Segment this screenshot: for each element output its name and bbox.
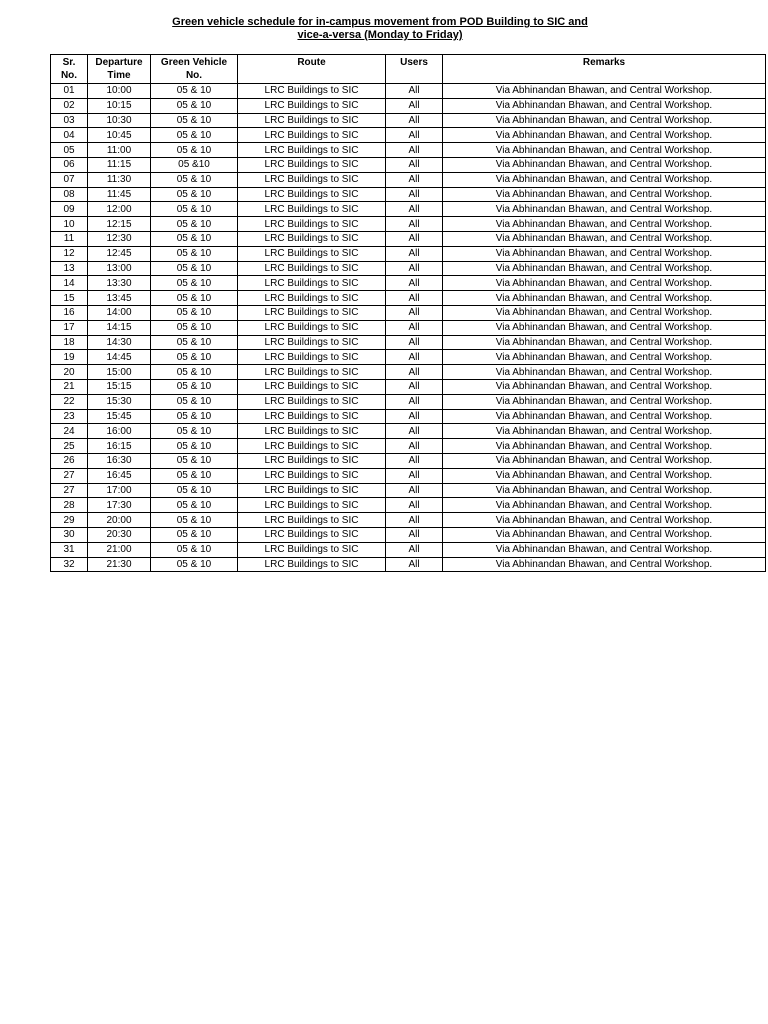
cell-departure-time: 14:15 xyxy=(88,320,151,335)
table-row xyxy=(51,498,766,513)
cell-green-vehicle-no: 05 & 10 xyxy=(151,320,238,335)
cell-users: All xyxy=(386,468,443,483)
cell-users: All xyxy=(386,557,443,572)
cell-route: LRC Buildings to SIC xyxy=(238,231,386,246)
cell-route: LRC Buildings to SIC xyxy=(238,128,386,143)
cell-users: All xyxy=(386,128,443,143)
cell-sr-no: 25 xyxy=(51,439,88,454)
cell-green-vehicle-no: 05 & 10 xyxy=(151,143,238,158)
cell-remarks: Via Abhinandan Bhawan, and Central Workshop. xyxy=(443,246,766,261)
cell-green-vehicle-no: 05 & 10 xyxy=(151,468,238,483)
cell-route: LRC Buildings to SIC xyxy=(238,424,386,439)
cell-remarks: Via Abhinandan Bhawan, and Central Workshop. xyxy=(443,335,766,350)
header-green-vehicle-no xyxy=(151,55,238,84)
cell-green-vehicle-no: 05 & 10 xyxy=(151,84,238,99)
table-row xyxy=(51,379,766,394)
cell-remarks: Via Abhinandan Bhawan, and Central Workshop. xyxy=(443,217,766,232)
cell-departure-time: 16:45 xyxy=(88,468,151,483)
cell-departure-time: 20:00 xyxy=(88,513,151,528)
cell-green-vehicle-no: 05 & 10 xyxy=(151,98,238,113)
table-row xyxy=(51,276,766,291)
cell-sr-no: 32 xyxy=(51,557,88,572)
table-row xyxy=(51,305,766,320)
cell-route: LRC Buildings to SIC xyxy=(238,335,386,350)
cell-green-vehicle-no: 05 & 10 xyxy=(151,498,238,513)
cell-remarks: Via Abhinandan Bhawan, and Central Workshop. xyxy=(443,468,766,483)
cell-departure-time: 12:15 xyxy=(88,217,151,232)
cell-green-vehicle-no: 05 & 10 xyxy=(151,394,238,409)
cell-remarks: Via Abhinandan Bhawan, and Central Workshop. xyxy=(443,453,766,468)
table-row xyxy=(51,453,766,468)
cell-green-vehicle-no: 05 & 10 xyxy=(151,276,238,291)
cell-route: LRC Buildings to SIC xyxy=(238,542,386,557)
cell-route: LRC Buildings to SIC xyxy=(238,291,386,306)
cell-users: All xyxy=(386,291,443,306)
cell-departure-time: 17:30 xyxy=(88,498,151,513)
table-row xyxy=(51,246,766,261)
table-body xyxy=(51,84,766,572)
header-time-line-1: Departure xyxy=(95,57,143,68)
cell-departure-time: 12:45 xyxy=(88,246,151,261)
cell-users: All xyxy=(386,409,443,424)
cell-sr-no: 12 xyxy=(51,246,88,261)
cell-sr-no: 04 xyxy=(51,128,88,143)
cell-route: LRC Buildings to SIC xyxy=(238,394,386,409)
cell-remarks: Via Abhinandan Bhawan, and Central Workshop. xyxy=(443,305,766,320)
cell-remarks: Via Abhinandan Bhawan, and Central Workshop. xyxy=(443,409,766,424)
cell-route: LRC Buildings to SIC xyxy=(238,513,386,528)
cell-remarks: Via Abhinandan Bhawan, and Central Workshop. xyxy=(443,424,766,439)
cell-remarks: Via Abhinandan Bhawan, and Central Workshop. xyxy=(443,498,766,513)
cell-remarks: Via Abhinandan Bhawan, and Central Workshop. xyxy=(443,527,766,542)
cell-route: LRC Buildings to SIC xyxy=(238,246,386,261)
header-departure-time xyxy=(88,55,151,84)
cell-route: LRC Buildings to SIC xyxy=(238,261,386,276)
cell-route: LRC Buildings to SIC xyxy=(238,365,386,380)
table-row xyxy=(51,394,766,409)
cell-route: LRC Buildings to SIC xyxy=(238,305,386,320)
header-sr-line-1: Sr. xyxy=(62,57,76,68)
cell-users: All xyxy=(386,424,443,439)
cell-users: All xyxy=(386,157,443,172)
cell-remarks: Via Abhinandan Bhawan, and Central Workshop. xyxy=(443,143,766,158)
header-remarks: Remarks xyxy=(443,55,766,84)
cell-sr-no: 11 xyxy=(51,231,88,246)
cell-departure-time: 16:30 xyxy=(88,453,151,468)
cell-sr-no: 27 xyxy=(51,483,88,498)
cell-green-vehicle-no: 05 & 10 xyxy=(151,291,238,306)
cell-users: All xyxy=(386,231,443,246)
cell-sr-no: 17 xyxy=(51,320,88,335)
cell-departure-time: 10:30 xyxy=(88,113,151,128)
cell-departure-time: 15:45 xyxy=(88,409,151,424)
cell-sr-no: 30 xyxy=(51,527,88,542)
cell-remarks: Via Abhinandan Bhawan, and Central Workshop. xyxy=(443,128,766,143)
cell-route: LRC Buildings to SIC xyxy=(238,172,386,187)
table-row xyxy=(51,98,766,113)
cell-users: All xyxy=(386,113,443,128)
cell-sr-no: 20 xyxy=(51,365,88,380)
cell-users: All xyxy=(386,483,443,498)
cell-route: LRC Buildings to SIC xyxy=(238,157,386,172)
header-sr-line-2: No. xyxy=(60,70,78,81)
cell-green-vehicle-no: 05 & 10 xyxy=(151,172,238,187)
cell-departure-time: 10:00 xyxy=(88,84,151,99)
cell-remarks: Via Abhinandan Bhawan, and Central Workshop. xyxy=(443,350,766,365)
cell-users: All xyxy=(386,84,443,99)
cell-sr-no: 13 xyxy=(51,261,88,276)
table-row xyxy=(51,439,766,454)
cell-route: LRC Buildings to SIC xyxy=(238,202,386,217)
header-route: Route xyxy=(238,55,386,84)
cell-departure-time: 10:45 xyxy=(88,128,151,143)
cell-sr-no: 08 xyxy=(51,187,88,202)
title-line-1: Green vehicle schedule for in-campus movement from POD Building to SIC and xyxy=(172,16,588,28)
cell-sr-no: 03 xyxy=(51,113,88,128)
cell-sr-no: 23 xyxy=(51,409,88,424)
cell-sr-no: 15 xyxy=(51,291,88,306)
table-row xyxy=(51,483,766,498)
cell-departure-time: 11:00 xyxy=(88,143,151,158)
cell-remarks: Via Abhinandan Bhawan, and Central Workshop. xyxy=(443,483,766,498)
cell-route: LRC Buildings to SIC xyxy=(238,143,386,158)
cell-users: All xyxy=(386,498,443,513)
cell-remarks: Via Abhinandan Bhawan, and Central Workshop. xyxy=(443,276,766,291)
cell-users: All xyxy=(386,350,443,365)
cell-sr-no: 21 xyxy=(51,379,88,394)
cell-remarks: Via Abhinandan Bhawan, and Central Workshop. xyxy=(443,157,766,172)
table-row xyxy=(51,157,766,172)
cell-green-vehicle-no: 05 & 10 xyxy=(151,231,238,246)
cell-departure-time: 15:30 xyxy=(88,394,151,409)
header-row xyxy=(51,55,766,84)
cell-sr-no: 06 xyxy=(51,157,88,172)
cell-departure-time: 16:15 xyxy=(88,439,151,454)
cell-users: All xyxy=(386,143,443,158)
cell-route: LRC Buildings to SIC xyxy=(238,468,386,483)
header-vehicle-line-2: No. xyxy=(185,70,203,81)
cell-green-vehicle-no: 05 & 10 xyxy=(151,305,238,320)
table-row xyxy=(51,527,766,542)
cell-departure-time: 13:00 xyxy=(88,261,151,276)
cell-route: LRC Buildings to SIC xyxy=(238,84,386,99)
table-row xyxy=(51,424,766,439)
cell-sr-no: 09 xyxy=(51,202,88,217)
table-row xyxy=(51,291,766,306)
table-row xyxy=(51,335,766,350)
table-row xyxy=(51,320,766,335)
cell-green-vehicle-no: 05 & 10 xyxy=(151,261,238,276)
cell-route: LRC Buildings to SIC xyxy=(238,187,386,202)
cell-departure-time: 12:30 xyxy=(88,231,151,246)
cell-users: All xyxy=(386,320,443,335)
cell-departure-time: 21:00 xyxy=(88,542,151,557)
cell-departure-time: 15:15 xyxy=(88,379,151,394)
cell-users: All xyxy=(386,261,443,276)
cell-departure-time: 12:00 xyxy=(88,202,151,217)
cell-route: LRC Buildings to SIC xyxy=(238,483,386,498)
cell-remarks: Via Abhinandan Bhawan, and Central Workshop. xyxy=(443,513,766,528)
cell-users: All xyxy=(386,187,443,202)
cell-users: All xyxy=(386,379,443,394)
cell-users: All xyxy=(386,394,443,409)
cell-departure-time: 15:00 xyxy=(88,365,151,380)
cell-green-vehicle-no: 05 & 10 xyxy=(151,439,238,454)
cell-users: All xyxy=(386,202,443,217)
table-row xyxy=(51,468,766,483)
table-row xyxy=(51,513,766,528)
cell-green-vehicle-no: 05 & 10 xyxy=(151,453,238,468)
cell-green-vehicle-no: 05 & 10 xyxy=(151,527,238,542)
cell-sr-no: 01 xyxy=(51,84,88,99)
table-row xyxy=(51,113,766,128)
cell-users: All xyxy=(386,335,443,350)
cell-sr-no: 10 xyxy=(51,217,88,232)
table-row xyxy=(51,542,766,557)
cell-departure-time: 21:30 xyxy=(88,557,151,572)
cell-users: All xyxy=(386,527,443,542)
cell-users: All xyxy=(386,98,443,113)
cell-green-vehicle-no: 05 & 10 xyxy=(151,483,238,498)
cell-green-vehicle-no: 05 & 10 xyxy=(151,379,238,394)
cell-green-vehicle-no: 05 & 10 xyxy=(151,557,238,572)
cell-departure-time: 14:00 xyxy=(88,305,151,320)
table-row xyxy=(51,409,766,424)
cell-remarks: Via Abhinandan Bhawan, and Central Workshop. xyxy=(443,320,766,335)
cell-departure-time: 11:30 xyxy=(88,172,151,187)
cell-departure-time: 14:45 xyxy=(88,350,151,365)
cell-remarks: Via Abhinandan Bhawan, and Central Workshop. xyxy=(443,291,766,306)
cell-sr-no: 19 xyxy=(51,350,88,365)
title-line-2: vice-a-versa (Monday to Friday) xyxy=(297,29,463,41)
cell-users: All xyxy=(386,453,443,468)
cell-green-vehicle-no: 05 & 10 xyxy=(151,187,238,202)
cell-departure-time: 14:30 xyxy=(88,335,151,350)
cell-remarks: Via Abhinandan Bhawan, and Central Workshop. xyxy=(443,557,766,572)
header-users: Users xyxy=(386,55,443,84)
table-row xyxy=(51,128,766,143)
cell-route: LRC Buildings to SIC xyxy=(238,350,386,365)
cell-green-vehicle-no: 05 & 10 xyxy=(151,335,238,350)
table-row xyxy=(51,350,766,365)
cell-green-vehicle-no: 05 & 10 xyxy=(151,350,238,365)
schedule-table xyxy=(50,54,766,572)
cell-green-vehicle-no: 05 & 10 xyxy=(151,424,238,439)
table-row xyxy=(51,84,766,99)
cell-sr-no: 22 xyxy=(51,394,88,409)
cell-users: All xyxy=(386,305,443,320)
cell-departure-time: 13:45 xyxy=(88,291,151,306)
cell-green-vehicle-no: 05 & 10 xyxy=(151,513,238,528)
cell-remarks: Via Abhinandan Bhawan, and Central Workshop. xyxy=(443,261,766,276)
cell-users: All xyxy=(386,513,443,528)
cell-route: LRC Buildings to SIC xyxy=(238,557,386,572)
cell-sr-no: 07 xyxy=(51,172,88,187)
cell-green-vehicle-no: 05 & 10 xyxy=(151,246,238,261)
cell-departure-time: 11:15 xyxy=(88,157,151,172)
cell-departure-time: 17:00 xyxy=(88,483,151,498)
header-sr-no xyxy=(51,55,88,84)
table-row xyxy=(51,557,766,572)
cell-departure-time: 10:15 xyxy=(88,98,151,113)
cell-sr-no: 31 xyxy=(51,542,88,557)
table-row xyxy=(51,365,766,380)
cell-route: LRC Buildings to SIC xyxy=(238,453,386,468)
cell-sr-no: 16 xyxy=(51,305,88,320)
cell-departure-time: 13:30 xyxy=(88,276,151,291)
header-time-line-2: Time xyxy=(107,70,131,81)
document-title xyxy=(120,16,640,42)
cell-green-vehicle-no: 05 & 10 xyxy=(151,542,238,557)
cell-sr-no: 29 xyxy=(51,513,88,528)
cell-green-vehicle-no: 05 & 10 xyxy=(151,128,238,143)
cell-users: All xyxy=(386,276,443,291)
cell-green-vehicle-no: 05 & 10 xyxy=(151,409,238,424)
cell-remarks: Via Abhinandan Bhawan, and Central Workshop. xyxy=(443,187,766,202)
cell-route: LRC Buildings to SIC xyxy=(238,527,386,542)
table-row xyxy=(51,202,766,217)
cell-sr-no: 27 xyxy=(51,468,88,483)
table-row xyxy=(51,261,766,276)
cell-users: All xyxy=(386,439,443,454)
cell-route: LRC Buildings to SIC xyxy=(238,98,386,113)
cell-users: All xyxy=(386,172,443,187)
cell-route: LRC Buildings to SIC xyxy=(238,439,386,454)
cell-remarks: Via Abhinandan Bhawan, and Central Workshop. xyxy=(443,113,766,128)
cell-sr-no: 28 xyxy=(51,498,88,513)
cell-green-vehicle-no: 05 & 10 xyxy=(151,113,238,128)
cell-remarks: Via Abhinandan Bhawan, and Central Workshop. xyxy=(443,365,766,380)
header-vehicle-line-1: Green Vehicle xyxy=(160,57,228,68)
table-row xyxy=(51,217,766,232)
cell-departure-time: 20:30 xyxy=(88,527,151,542)
cell-users: All xyxy=(386,365,443,380)
cell-sr-no: 18 xyxy=(51,335,88,350)
cell-route: LRC Buildings to SIC xyxy=(238,217,386,232)
cell-sr-no: 02 xyxy=(51,98,88,113)
cell-remarks: Via Abhinandan Bhawan, and Central Workshop. xyxy=(443,439,766,454)
cell-remarks: Via Abhinandan Bhawan, and Central Workshop. xyxy=(443,542,766,557)
cell-users: All xyxy=(386,246,443,261)
cell-route: LRC Buildings to SIC xyxy=(238,113,386,128)
cell-green-vehicle-no: 05 & 10 xyxy=(151,202,238,217)
cell-users: All xyxy=(386,217,443,232)
cell-sr-no: 26 xyxy=(51,453,88,468)
cell-route: LRC Buildings to SIC xyxy=(238,320,386,335)
cell-departure-time: 11:45 xyxy=(88,187,151,202)
cell-remarks: Via Abhinandan Bhawan, and Central Workshop. xyxy=(443,98,766,113)
cell-sr-no: 24 xyxy=(51,424,88,439)
cell-sr-no: 14 xyxy=(51,276,88,291)
cell-route: LRC Buildings to SIC xyxy=(238,498,386,513)
cell-departure-time: 16:00 xyxy=(88,424,151,439)
table-row xyxy=(51,231,766,246)
cell-remarks: Via Abhinandan Bhawan, and Central Workshop. xyxy=(443,379,766,394)
cell-remarks: Via Abhinandan Bhawan, and Central Workshop. xyxy=(443,84,766,99)
table-row xyxy=(51,172,766,187)
cell-remarks: Via Abhinandan Bhawan, and Central Workshop. xyxy=(443,394,766,409)
table-row xyxy=(51,143,766,158)
cell-green-vehicle-no: 05 & 10 xyxy=(151,217,238,232)
cell-remarks: Via Abhinandan Bhawan, and Central Workshop. xyxy=(443,231,766,246)
cell-green-vehicle-no: 05 & 10 xyxy=(151,365,238,380)
cell-green-vehicle-no: 05 &10 xyxy=(151,157,238,172)
cell-remarks: Via Abhinandan Bhawan, and Central Workshop. xyxy=(443,202,766,217)
cell-route: LRC Buildings to SIC xyxy=(238,379,386,394)
cell-route: LRC Buildings to SIC xyxy=(238,276,386,291)
cell-sr-no: 05 xyxy=(51,143,88,158)
table-header xyxy=(51,55,766,84)
cell-remarks: Via Abhinandan Bhawan, and Central Workshop. xyxy=(443,172,766,187)
cell-route: LRC Buildings to SIC xyxy=(238,409,386,424)
table-row xyxy=(51,187,766,202)
cell-users: All xyxy=(386,542,443,557)
